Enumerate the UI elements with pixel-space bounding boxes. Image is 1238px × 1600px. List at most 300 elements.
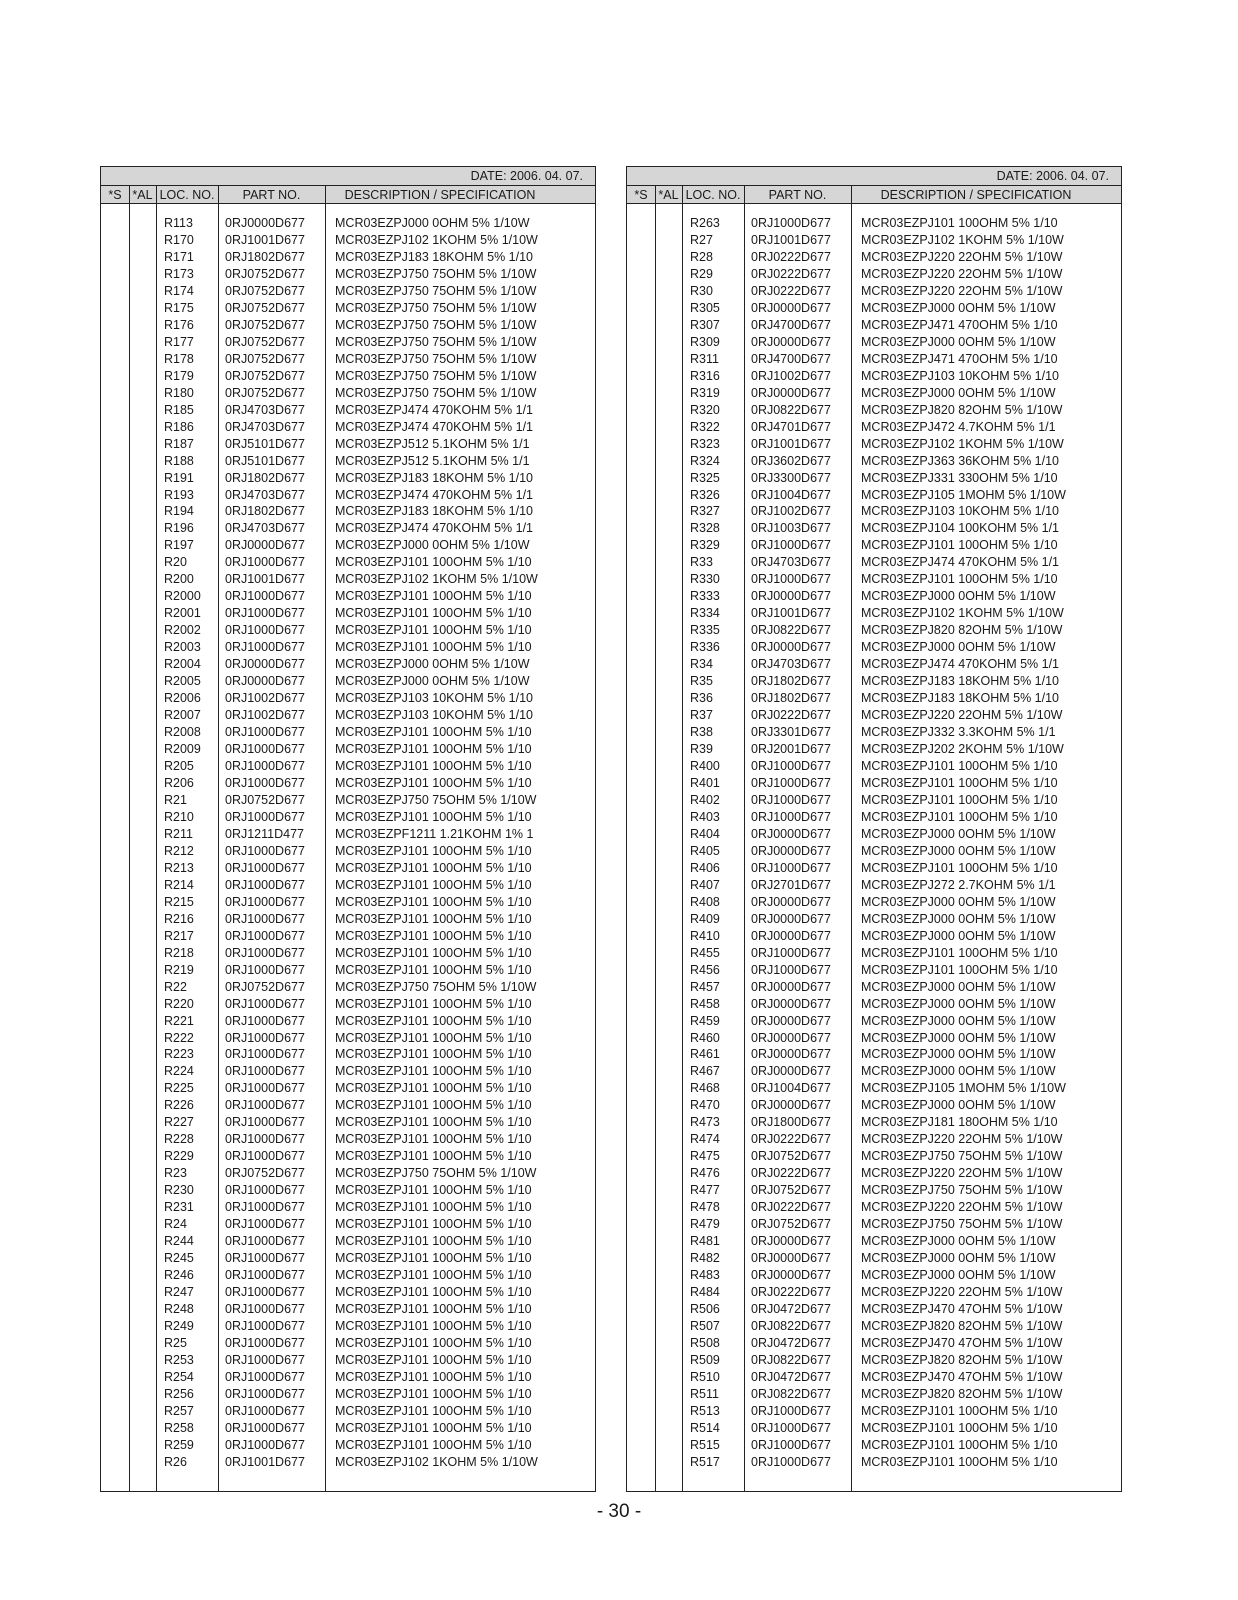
table-row bbox=[101, 843, 595, 860]
table-row bbox=[101, 1284, 595, 1301]
part-no: 0RJ1000D677 bbox=[751, 1454, 831, 1469]
part-no: 0RJ1001D677 bbox=[225, 572, 305, 587]
loc-no: R403 bbox=[690, 809, 720, 824]
col-header-al: *AL bbox=[658, 188, 679, 202]
part-no: 0RJ1000D677 bbox=[751, 538, 831, 553]
part-no: 0RJ0000D677 bbox=[751, 911, 831, 926]
part-no: 0RJ0822D677 bbox=[751, 623, 831, 638]
table-row bbox=[627, 588, 1121, 605]
part-no: 0RJ0000D677 bbox=[751, 1251, 831, 1266]
part-no: 0RJ1000D677 bbox=[225, 1149, 305, 1164]
table-row bbox=[627, 1148, 1121, 1165]
description: MCR03EZPJ471 470OHM 5% 1/10 bbox=[861, 317, 1058, 332]
table-row bbox=[627, 1199, 1121, 1216]
part-no: 0RJ0222D677 bbox=[751, 1166, 831, 1181]
description: MCR03EZPJ820 82OHM 5% 1/10W bbox=[861, 1318, 1063, 1333]
description: MCR03EZPJ101 100OHM 5% 1/10 bbox=[335, 606, 532, 621]
part-no: 0RJ2001D677 bbox=[751, 742, 831, 757]
description: MCR03EZPJ000 0OHM 5% 1/10W bbox=[861, 996, 1056, 1011]
description: MCR03EZPJ474 470KOHM 5% 1/1 bbox=[861, 555, 1060, 570]
loc-no: R230 bbox=[164, 1183, 194, 1198]
table-row bbox=[101, 1080, 595, 1097]
description: MCR03EZPJ101 100OHM 5% 1/10 bbox=[335, 1369, 532, 1384]
part-no: 0RJ1000D677 bbox=[225, 1369, 305, 1384]
part-no: 0RJ0822D677 bbox=[751, 1386, 831, 1401]
table-row bbox=[627, 571, 1121, 588]
part-no: 0RJ0752D677 bbox=[225, 334, 305, 349]
loc-no: R483 bbox=[690, 1268, 720, 1283]
table-row bbox=[627, 215, 1121, 232]
loc-no: R467 bbox=[690, 1064, 720, 1079]
loc-no: R406 bbox=[690, 860, 720, 875]
loc-no: R180 bbox=[164, 385, 194, 400]
loc-no: R185 bbox=[164, 402, 194, 417]
loc-no: R259 bbox=[164, 1437, 194, 1452]
table-row bbox=[101, 1267, 595, 1284]
description: MCR03EZPJ750 75OHM 5% 1/10W bbox=[335, 1166, 537, 1181]
table-row bbox=[101, 215, 595, 232]
loc-no: R468 bbox=[690, 1081, 720, 1096]
table-row bbox=[627, 419, 1121, 436]
description: MCR03EZPJ750 75OHM 5% 1/10W bbox=[335, 283, 537, 298]
table-row bbox=[627, 1131, 1121, 1148]
loc-no: R405 bbox=[690, 843, 720, 858]
part-no: 0RJ1000D677 bbox=[225, 962, 305, 977]
part-no: 0RJ1000D677 bbox=[225, 1352, 305, 1367]
loc-no: R22 bbox=[164, 979, 187, 994]
part-no: 0RJ1000D677 bbox=[751, 1420, 831, 1435]
loc-no: R246 bbox=[164, 1268, 194, 1283]
part-no: 0RJ1000D677 bbox=[225, 1285, 305, 1300]
description: MCR03EZPJ000 0OHM 5% 1/10W bbox=[861, 589, 1056, 604]
loc-no: R187 bbox=[164, 436, 194, 451]
description: MCR03EZPJ101 100OHM 5% 1/10 bbox=[861, 1403, 1058, 1418]
table-row bbox=[627, 1318, 1121, 1335]
loc-no: R171 bbox=[164, 249, 194, 264]
part-no: 0RJ1000D677 bbox=[225, 1251, 305, 1266]
table-row bbox=[101, 758, 595, 775]
table-row bbox=[101, 1403, 595, 1420]
table-row bbox=[627, 928, 1121, 945]
loc-no: R205 bbox=[164, 759, 194, 773]
table-row bbox=[627, 1250, 1121, 1267]
table-row bbox=[627, 809, 1121, 826]
table-row bbox=[101, 622, 595, 639]
loc-no: R173 bbox=[164, 266, 194, 281]
loc-no: R35 bbox=[690, 674, 713, 689]
loc-no: R211 bbox=[164, 826, 193, 841]
description: MCR03EZPJ000 0OHM 5% 1/10W bbox=[861, 1268, 1056, 1283]
table-row bbox=[627, 1063, 1121, 1080]
part-no: 0RJ0752D677 bbox=[225, 1166, 305, 1181]
description: MCR03EZPJ750 75OHM 5% 1/10W bbox=[861, 1149, 1063, 1164]
table-row bbox=[627, 249, 1121, 266]
table-row bbox=[627, 622, 1121, 639]
part-no: 0RJ1000D677 bbox=[225, 1047, 305, 1062]
description: MCR03EZPJ220 22OHM 5% 1/10W bbox=[861, 283, 1063, 298]
loc-no: R25 bbox=[164, 1335, 187, 1350]
table-row bbox=[627, 1165, 1121, 1182]
description: MCR03EZPJ220 22OHM 5% 1/10W bbox=[861, 1285, 1063, 1300]
table-row bbox=[627, 1013, 1121, 1030]
loc-no: R228 bbox=[164, 1132, 194, 1147]
description: MCR03EZPJ750 75OHM 5% 1/10W bbox=[335, 266, 537, 281]
description: MCR03EZPJ101 100OHM 5% 1/10 bbox=[335, 860, 532, 875]
table-row bbox=[101, 351, 595, 368]
part-no: 0RJ1000D677 bbox=[225, 759, 305, 773]
table-row bbox=[627, 1301, 1121, 1318]
table-row bbox=[627, 1046, 1121, 1063]
loc-no: R217 bbox=[164, 928, 194, 943]
loc-no: R461 bbox=[690, 1047, 720, 1062]
part-no: 0RJ4700D677 bbox=[751, 317, 831, 332]
part-no: 0RJ0000D677 bbox=[751, 843, 831, 858]
table-row bbox=[101, 724, 595, 741]
part-no: 0RJ1000D677 bbox=[225, 775, 305, 790]
loc-no: R2002 bbox=[164, 623, 201, 638]
loc-no: R328 bbox=[690, 521, 720, 536]
table-row bbox=[101, 1318, 595, 1335]
description: MCR03EZPJ474 470KOHM 5% 1/1 bbox=[335, 402, 534, 417]
loc-no: R210 bbox=[164, 809, 194, 824]
table-row bbox=[627, 351, 1121, 368]
description: MCR03EZPJ472 4.7KOHM 5% 1/1 bbox=[861, 419, 1056, 434]
part-no: 0RJ0222D677 bbox=[751, 1285, 831, 1300]
loc-no: R400 bbox=[690, 759, 720, 773]
table-row bbox=[627, 300, 1121, 317]
part-no: 0RJ0000D677 bbox=[751, 1047, 831, 1062]
loc-no: R224 bbox=[164, 1064, 194, 1079]
table-row bbox=[101, 1114, 595, 1131]
table-row bbox=[627, 605, 1121, 622]
description: MCR03EZPJ101 100OHM 5% 1/10 bbox=[335, 1200, 532, 1215]
parts-table-left bbox=[100, 166, 596, 1492]
table-row bbox=[627, 996, 1121, 1013]
description: MCR03EZPJ102 1KOHM 5% 1/10W bbox=[861, 606, 1064, 621]
part-no: 0RJ1001D677 bbox=[751, 436, 831, 451]
part-no: 0RJ0000D677 bbox=[225, 216, 305, 230]
description: MCR03EZPJ101 100OHM 5% 1/10 bbox=[335, 1234, 532, 1249]
loc-no: R21 bbox=[164, 792, 187, 807]
column-header-row bbox=[101, 186, 595, 204]
description: MCR03EZPJ101 100OHM 5% 1/10 bbox=[861, 792, 1058, 807]
description: MCR03EZPJ101 100OHM 5% 1/10 bbox=[335, 742, 532, 757]
description: MCR03EZPJ102 1KOHM 5% 1/10W bbox=[861, 232, 1064, 247]
part-no: 0RJ1000D677 bbox=[225, 1200, 305, 1215]
part-no: 0RJ1000D677 bbox=[225, 1437, 305, 1452]
loc-no: R517 bbox=[690, 1454, 720, 1469]
description: MCR03EZPJ750 75OHM 5% 1/10W bbox=[335, 300, 537, 315]
col-header-loc: LOC. NO. bbox=[685, 188, 741, 202]
part-no: 0RJ0222D677 bbox=[751, 1200, 831, 1215]
part-no: 0RJ1000D677 bbox=[225, 1013, 305, 1028]
description: MCR03EZPJ820 82OHM 5% 1/10W bbox=[861, 402, 1063, 417]
part-no: 0RJ1000D677 bbox=[225, 1386, 305, 1401]
part-no: 0RJ1002D677 bbox=[225, 691, 305, 706]
table-row bbox=[627, 453, 1121, 470]
table-row bbox=[101, 503, 595, 520]
part-no: 0RJ0000D677 bbox=[751, 1234, 831, 1249]
loc-no: R402 bbox=[690, 792, 720, 807]
table-row bbox=[101, 368, 595, 385]
table-row bbox=[627, 470, 1121, 487]
table-row bbox=[101, 1335, 595, 1352]
table-row bbox=[627, 673, 1121, 690]
part-no: 0RJ0000D677 bbox=[751, 1268, 831, 1283]
loc-no: R30 bbox=[690, 283, 713, 298]
table-row bbox=[101, 605, 595, 622]
page-number: - 30 - bbox=[596, 1501, 642, 1522]
loc-no: R2009 bbox=[164, 742, 201, 757]
loc-no: R2005 bbox=[164, 674, 201, 689]
description: MCR03EZPJ000 0OHM 5% 1/10W bbox=[861, 843, 1056, 858]
part-no: 0RJ3301D677 bbox=[751, 725, 831, 740]
loc-no: R408 bbox=[690, 894, 720, 909]
loc-no: R401 bbox=[690, 775, 720, 790]
description: MCR03EZPJ220 22OHM 5% 1/10W bbox=[861, 1132, 1063, 1147]
loc-no: R410 bbox=[690, 928, 720, 943]
description: MCR03EZPJ101 100OHM 5% 1/10 bbox=[335, 1149, 532, 1164]
description: MCR03EZPJ474 470KOHM 5% 1/1 bbox=[335, 521, 534, 536]
loc-no: R309 bbox=[690, 334, 720, 349]
loc-no: R219 bbox=[164, 962, 194, 977]
loc-no: R509 bbox=[690, 1352, 720, 1367]
description: MCR03EZPJ750 75OHM 5% 1/10W bbox=[335, 979, 537, 994]
description: MCR03EZPJ101 100OHM 5% 1/10 bbox=[335, 1403, 532, 1418]
part-no: 0RJ1000D677 bbox=[225, 877, 305, 892]
loc-no: R325 bbox=[690, 470, 720, 485]
table-row bbox=[101, 334, 595, 351]
description: MCR03EZPJ103 10KOHM 5% 1/10 bbox=[861, 504, 1060, 519]
description: MCR03EZPJ750 75OHM 5% 1/10W bbox=[861, 1183, 1063, 1198]
description: MCR03EZPJ220 22OHM 5% 1/10W bbox=[861, 708, 1063, 723]
part-no: 0RJ5101D677 bbox=[225, 436, 305, 451]
part-no: 0RJ1000D677 bbox=[225, 555, 305, 570]
table-row bbox=[101, 1131, 595, 1148]
table-row bbox=[627, 1437, 1121, 1454]
loc-no: R24 bbox=[164, 1217, 187, 1232]
part-no: 0RJ1000D677 bbox=[225, 1183, 305, 1198]
part-no: 0RJ1000D677 bbox=[751, 775, 831, 790]
part-no: 0RJ0752D677 bbox=[751, 1217, 831, 1232]
part-no: 0RJ1000D677 bbox=[225, 1115, 305, 1130]
part-no: 0RJ0000D677 bbox=[751, 826, 831, 841]
loc-no: R477 bbox=[690, 1183, 720, 1198]
description: MCR03EZPJ101 100OHM 5% 1/10 bbox=[861, 775, 1058, 790]
description: MCR03EZPJ101 100OHM 5% 1/10 bbox=[335, 555, 532, 570]
table-row bbox=[101, 402, 595, 419]
part-no: 0RJ1000D677 bbox=[751, 572, 831, 587]
loc-no: R256 bbox=[164, 1386, 194, 1401]
description: MCR03EZPJ101 100OHM 5% 1/10 bbox=[861, 759, 1058, 773]
part-no: 0RJ0000D677 bbox=[751, 1030, 831, 1045]
description: MCR03EZPJ101 100OHM 5% 1/10 bbox=[861, 962, 1058, 977]
col-header-loc: LOC. NO. bbox=[159, 188, 215, 202]
part-no: 0RJ0752D677 bbox=[225, 266, 305, 281]
description: MCR03EZPJ101 100OHM 5% 1/10 bbox=[335, 1098, 532, 1113]
loc-no: R2006 bbox=[164, 691, 201, 706]
loc-no: R2004 bbox=[164, 657, 201, 672]
loc-no: R227 bbox=[164, 1115, 194, 1130]
description: MCR03EZPJ000 0OHM 5% 1/10W bbox=[861, 1064, 1056, 1079]
loc-no: R459 bbox=[690, 1013, 720, 1028]
loc-no: R253 bbox=[164, 1352, 194, 1367]
loc-no: R307 bbox=[690, 317, 720, 332]
part-no: 0RJ0000D677 bbox=[751, 1064, 831, 1079]
description: MCR03EZPJ220 22OHM 5% 1/10W bbox=[861, 249, 1063, 264]
part-no: 0RJ1802D677 bbox=[225, 470, 305, 485]
loc-no: R407 bbox=[690, 877, 720, 892]
loc-no: R457 bbox=[690, 979, 720, 994]
part-no: 0RJ1001D677 bbox=[225, 232, 305, 247]
table-row bbox=[627, 1420, 1121, 1437]
table-row bbox=[627, 656, 1121, 673]
table-row bbox=[101, 571, 595, 588]
loc-no: R513 bbox=[690, 1403, 720, 1418]
table-row bbox=[627, 962, 1121, 979]
loc-no: R484 bbox=[690, 1285, 720, 1300]
description: MCR03EZPJ101 100OHM 5% 1/10 bbox=[335, 928, 532, 943]
part-no: 0RJ0000D677 bbox=[751, 640, 831, 655]
part-no: 0RJ1000D677 bbox=[225, 1335, 305, 1350]
description: MCR03EZPJ101 100OHM 5% 1/10 bbox=[335, 1352, 532, 1367]
description: MCR03EZPJ101 100OHM 5% 1/10 bbox=[335, 1183, 532, 1198]
loc-no: R206 bbox=[164, 775, 194, 790]
part-no: 0RJ1000D677 bbox=[225, 1403, 305, 1418]
loc-no: R2001 bbox=[164, 606, 201, 621]
table-row bbox=[627, 1386, 1121, 1403]
table-row bbox=[627, 877, 1121, 894]
table-row bbox=[101, 775, 595, 792]
description: MCR03EZPJ220 22OHM 5% 1/10W bbox=[861, 1166, 1063, 1181]
description: MCR03EZPJ101 100OHM 5% 1/10 bbox=[335, 1268, 532, 1283]
loc-no: R226 bbox=[164, 1098, 194, 1113]
loc-no: R470 bbox=[690, 1098, 720, 1113]
part-no: 0RJ1000D677 bbox=[225, 860, 305, 875]
description: MCR03EZPJ101 100OHM 5% 1/10 bbox=[861, 572, 1058, 587]
loc-no: R482 bbox=[690, 1251, 720, 1266]
part-no: 0RJ1000D677 bbox=[225, 1268, 305, 1283]
description: MCR03EZPJ000 0OHM 5% 1/10W bbox=[861, 1013, 1056, 1028]
loc-no: R193 bbox=[164, 487, 194, 502]
loc-no: R508 bbox=[690, 1335, 720, 1350]
part-no: 0RJ0752D677 bbox=[751, 1149, 831, 1164]
description: MCR03EZPJ103 10KOHM 5% 1/10 bbox=[335, 691, 534, 706]
loc-no: R178 bbox=[164, 351, 194, 366]
loc-no: R305 bbox=[690, 300, 720, 315]
table-row bbox=[627, 724, 1121, 741]
part-no: 0RJ1000D677 bbox=[225, 1318, 305, 1333]
loc-no: R37 bbox=[690, 708, 713, 723]
description: MCR03EZPJ102 1KOHM 5% 1/10W bbox=[335, 1454, 538, 1469]
part-no: 0RJ1001D677 bbox=[225, 1454, 305, 1469]
table-row bbox=[101, 537, 595, 554]
loc-no: R507 bbox=[690, 1318, 720, 1333]
description: MCR03EZPJ000 0OHM 5% 1/10W bbox=[861, 826, 1056, 841]
part-no: 0RJ1000D677 bbox=[225, 1302, 305, 1316]
description: MCR03EZPJ102 1KOHM 5% 1/10W bbox=[335, 232, 538, 247]
loc-no: R170 bbox=[164, 232, 194, 247]
part-no: 0RJ1000D677 bbox=[225, 945, 305, 960]
table-row bbox=[101, 1454, 595, 1471]
description: MCR03EZPJ000 0OHM 5% 1/10W bbox=[861, 928, 1056, 943]
loc-no: R476 bbox=[690, 1166, 720, 1181]
table-body bbox=[627, 215, 1121, 1471]
table-row bbox=[101, 1386, 595, 1403]
description: MCR03EZPJ101 100OHM 5% 1/10 bbox=[335, 1064, 532, 1079]
loc-no: R36 bbox=[690, 691, 713, 706]
loc-no: R214 bbox=[164, 877, 194, 892]
table-row bbox=[101, 1046, 595, 1063]
loc-no: R186 bbox=[164, 419, 194, 434]
table-row bbox=[627, 1080, 1121, 1097]
loc-no: R23 bbox=[164, 1166, 187, 1181]
part-no: 0RJ4700D677 bbox=[751, 351, 831, 366]
part-no: 0RJ1001D677 bbox=[751, 606, 831, 621]
loc-no: R215 bbox=[164, 894, 194, 909]
part-no: 0RJ0752D677 bbox=[225, 283, 305, 298]
loc-no: R200 bbox=[164, 572, 194, 587]
loc-no: R311 bbox=[690, 351, 719, 366]
loc-no: R229 bbox=[164, 1149, 194, 1164]
loc-no: R177 bbox=[164, 334, 194, 349]
loc-no: R175 bbox=[164, 300, 194, 315]
part-no: 0RJ1000D677 bbox=[225, 928, 305, 943]
description: MCR03EZPJ750 75OHM 5% 1/10W bbox=[335, 334, 537, 349]
table-row bbox=[101, 1216, 595, 1233]
loc-no: R247 bbox=[164, 1285, 194, 1300]
part-no: 0RJ1000D677 bbox=[225, 606, 305, 621]
table-row bbox=[627, 843, 1121, 860]
part-no: 0RJ1802D677 bbox=[225, 504, 305, 519]
description: MCR03EZPJ101 100OHM 5% 1/10 bbox=[335, 1437, 532, 1452]
table-row bbox=[101, 911, 595, 928]
table-row bbox=[627, 775, 1121, 792]
table-row bbox=[101, 826, 595, 843]
table-row bbox=[627, 232, 1121, 249]
part-no: 0RJ4703D677 bbox=[751, 657, 831, 672]
description: MCR03EZPJ750 75OHM 5% 1/10W bbox=[335, 351, 537, 366]
loc-no: R196 bbox=[164, 521, 194, 536]
loc-no: R327 bbox=[690, 504, 720, 519]
description: MCR03EZPJ104 100KOHM 5% 1/1 bbox=[861, 521, 1060, 536]
table-row bbox=[101, 1301, 595, 1318]
description: MCR03EZPJ102 1KOHM 5% 1/10W bbox=[861, 436, 1064, 451]
loc-no: R33 bbox=[690, 555, 713, 570]
part-no: 0RJ1000D677 bbox=[225, 1081, 305, 1096]
part-no: 0RJ1000D677 bbox=[225, 1098, 305, 1113]
part-no: 0RJ0000D677 bbox=[751, 996, 831, 1011]
date-header: DATE: 2006. 04. 07. bbox=[627, 167, 1121, 186]
table-row bbox=[101, 962, 595, 979]
col-header-al: *AL bbox=[132, 188, 153, 202]
column-header-row bbox=[627, 186, 1121, 204]
table-row bbox=[627, 1454, 1121, 1471]
part-no: 0RJ1802D677 bbox=[751, 691, 831, 706]
loc-no: R39 bbox=[690, 742, 713, 757]
description: MCR03EZPJ474 470KOHM 5% 1/1 bbox=[335, 419, 534, 434]
part-no: 0RJ1000D677 bbox=[225, 894, 305, 909]
table-row bbox=[627, 402, 1121, 419]
table-row bbox=[101, 1063, 595, 1080]
loc-no: R319 bbox=[690, 385, 720, 400]
loc-no: R28 bbox=[690, 249, 713, 264]
loc-no: R514 bbox=[690, 1420, 720, 1435]
part-no: 0RJ1800D677 bbox=[751, 1115, 831, 1130]
part-no: 0RJ0000D677 bbox=[751, 894, 831, 909]
description: MCR03EZPJ000 0OHM 5% 1/10W bbox=[861, 911, 1056, 926]
table-row bbox=[101, 419, 595, 436]
